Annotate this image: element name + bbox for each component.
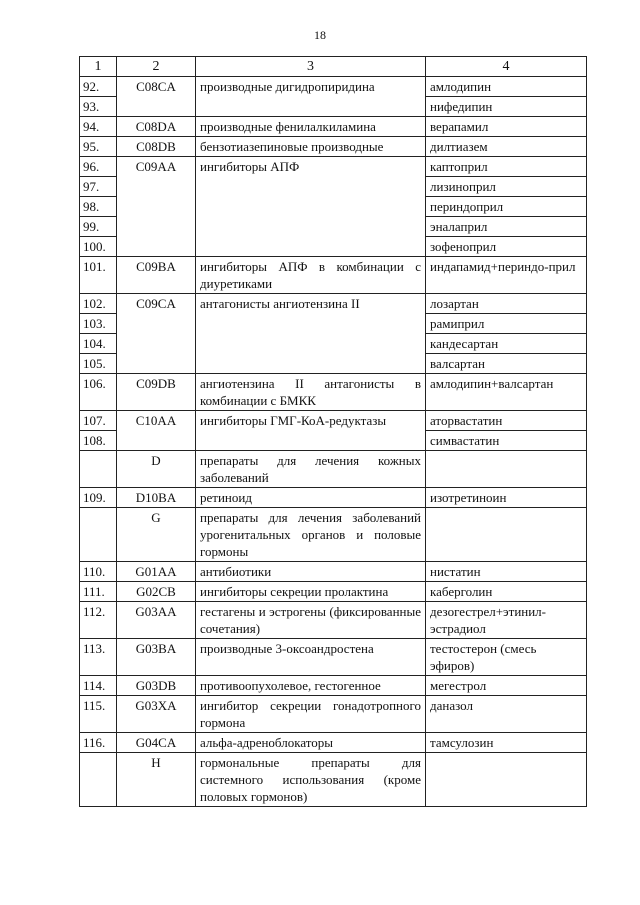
atc-code: C08DA	[117, 117, 196, 137]
drug-name: лозартан	[426, 294, 587, 314]
atc-code: C09AA	[117, 157, 196, 257]
row-number: 108.	[80, 431, 117, 451]
row-number	[80, 508, 117, 562]
table-row	[80, 451, 587, 488]
column-header: 1	[80, 57, 117, 77]
table-row	[80, 602, 587, 639]
row-number: 94.	[80, 117, 117, 137]
drug-group: препараты для лечения кожных заболеваний	[196, 451, 426, 488]
drug-name	[426, 753, 587, 807]
table-row	[80, 508, 587, 562]
atc-code: C10AA	[117, 411, 196, 451]
drug-group: производные фенилалкиламина	[196, 117, 426, 137]
drug-group: ингибиторы ГМГ-КоА-редуктазы	[196, 411, 426, 451]
drug-name: рамиприл	[426, 314, 587, 334]
drug-name: индапамид+периндо-прил	[426, 257, 587, 294]
drug-group: бензотиазепиновые производные	[196, 137, 426, 157]
row-number: 107.	[80, 411, 117, 431]
atc-code: G04CA	[117, 733, 196, 753]
drug-group: ингибиторы АПФ в комбинации с диуретиками	[196, 257, 426, 294]
atc-code: C08CA	[117, 77, 196, 117]
table-row	[80, 562, 587, 582]
drug-name: нистатин	[426, 562, 587, 582]
atc-code: G	[117, 508, 196, 562]
drug-group: противоопухолевое, гестогенное	[196, 676, 426, 696]
atc-code: C09CA	[117, 294, 196, 374]
row-number: 99.	[80, 217, 117, 237]
row-number: 102.	[80, 294, 117, 314]
drug-group: производные 3-оксоандростена	[196, 639, 426, 676]
drug-name	[426, 451, 587, 488]
row-number: 111.	[80, 582, 117, 602]
drug-group: альфа-адреноблокаторы	[196, 733, 426, 753]
drug-name: амлодипин+валсартан	[426, 374, 587, 411]
drug-name: нифедипин	[426, 97, 587, 117]
drug-name: каптоприл	[426, 157, 587, 177]
drug-name: амлодипин	[426, 77, 587, 97]
drug-name: зофеноприл	[426, 237, 587, 257]
atc-code: D10BA	[117, 488, 196, 508]
table-row	[80, 488, 587, 508]
drug-name: даназол	[426, 696, 587, 733]
table-row	[80, 137, 587, 157]
drug-name: тамсулозин	[426, 733, 587, 753]
drug-name: изотретиноин	[426, 488, 587, 508]
table-row	[80, 77, 587, 97]
row-number: 116.	[80, 733, 117, 753]
table-body	[80, 77, 587, 807]
row-number: 100.	[80, 237, 117, 257]
row-number: 110.	[80, 562, 117, 582]
atc-code: G03DB	[117, 676, 196, 696]
drug-name: симвастатин	[426, 431, 587, 451]
drug-table	[79, 56, 587, 807]
table-row	[80, 294, 587, 314]
row-number: 93.	[80, 97, 117, 117]
atc-code: G02CB	[117, 582, 196, 602]
drug-name: периндоприл	[426, 197, 587, 217]
drug-group: гормональные препараты для системного использования (кроме половых гормонов)	[196, 753, 426, 807]
row-number: 95.	[80, 137, 117, 157]
drug-group: ингибиторы АПФ	[196, 157, 426, 257]
row-number: 115.	[80, 696, 117, 733]
atc-code: G01AA	[117, 562, 196, 582]
page-number: 18	[314, 28, 326, 42]
row-number	[80, 451, 117, 488]
atc-code: H	[117, 753, 196, 807]
drug-group: антибиотики	[196, 562, 426, 582]
drug-name: аторвастатин	[426, 411, 587, 431]
drug-name: эналаприл	[426, 217, 587, 237]
row-number: 92.	[80, 77, 117, 97]
drug-name: кандесартан	[426, 334, 587, 354]
column-header: 3	[196, 57, 426, 77]
row-number: 112.	[80, 602, 117, 639]
drug-name: тестостерон (смесь эфиров)	[426, 639, 587, 676]
row-number: 114.	[80, 676, 117, 696]
drug-name: каберголин	[426, 582, 587, 602]
row-number: 105.	[80, 354, 117, 374]
drug-group: ингибиторы секреции пролактина	[196, 582, 426, 602]
row-number: 103.	[80, 314, 117, 334]
atc-code: C08DB	[117, 137, 196, 157]
row-number: 97.	[80, 177, 117, 197]
drug-name: дилтиазем	[426, 137, 587, 157]
drug-name	[426, 508, 587, 562]
table-row	[80, 676, 587, 696]
column-header: 2	[117, 57, 196, 77]
table-row	[80, 411, 587, 431]
row-number: 96.	[80, 157, 117, 177]
table-row	[80, 733, 587, 753]
row-number: 101.	[80, 257, 117, 294]
row-number: 98.	[80, 197, 117, 217]
table-row	[80, 374, 587, 411]
table-row	[80, 696, 587, 733]
atc-code: C09BA	[117, 257, 196, 294]
row-number: 106.	[80, 374, 117, 411]
column-header: 4	[426, 57, 587, 77]
drug-name: лизиноприл	[426, 177, 587, 197]
table-row	[80, 117, 587, 137]
drug-name: мегестрол	[426, 676, 587, 696]
table-row	[80, 753, 587, 807]
atc-code: C09DB	[117, 374, 196, 411]
drug-group: антагонисты ангиотензина II	[196, 294, 426, 374]
atc-code: G03AA	[117, 602, 196, 639]
drug-name: верапамил	[426, 117, 587, 137]
drug-group: ангиотензина II антагонисты в комбинации с БМКК	[196, 374, 426, 411]
atc-code: D	[117, 451, 196, 488]
drug-group: ингибитор секреции гонадотропного гормона	[196, 696, 426, 733]
row-number: 113.	[80, 639, 117, 676]
row-number: 109.	[80, 488, 117, 508]
atc-code: G03XA	[117, 696, 196, 733]
drug-group: ретиноид	[196, 488, 426, 508]
drug-group: гестагены и эстрогены (фиксированные сочетания)	[196, 602, 426, 639]
drug-group: производные дигидропиридина	[196, 77, 426, 117]
table-row	[80, 257, 587, 294]
drug-name: дезогестрел+этинил-эстрадиол	[426, 602, 587, 639]
table-row	[80, 582, 587, 602]
atc-code: G03BA	[117, 639, 196, 676]
table-row	[80, 157, 587, 177]
table-row	[80, 639, 587, 676]
drug-group: препараты для лечения заболеваний урогенитальных органов и половые гормоны	[196, 508, 426, 562]
table-header-row	[80, 57, 587, 77]
row-number: 104.	[80, 334, 117, 354]
drug-name: валсартан	[426, 354, 587, 374]
row-number	[80, 753, 117, 807]
